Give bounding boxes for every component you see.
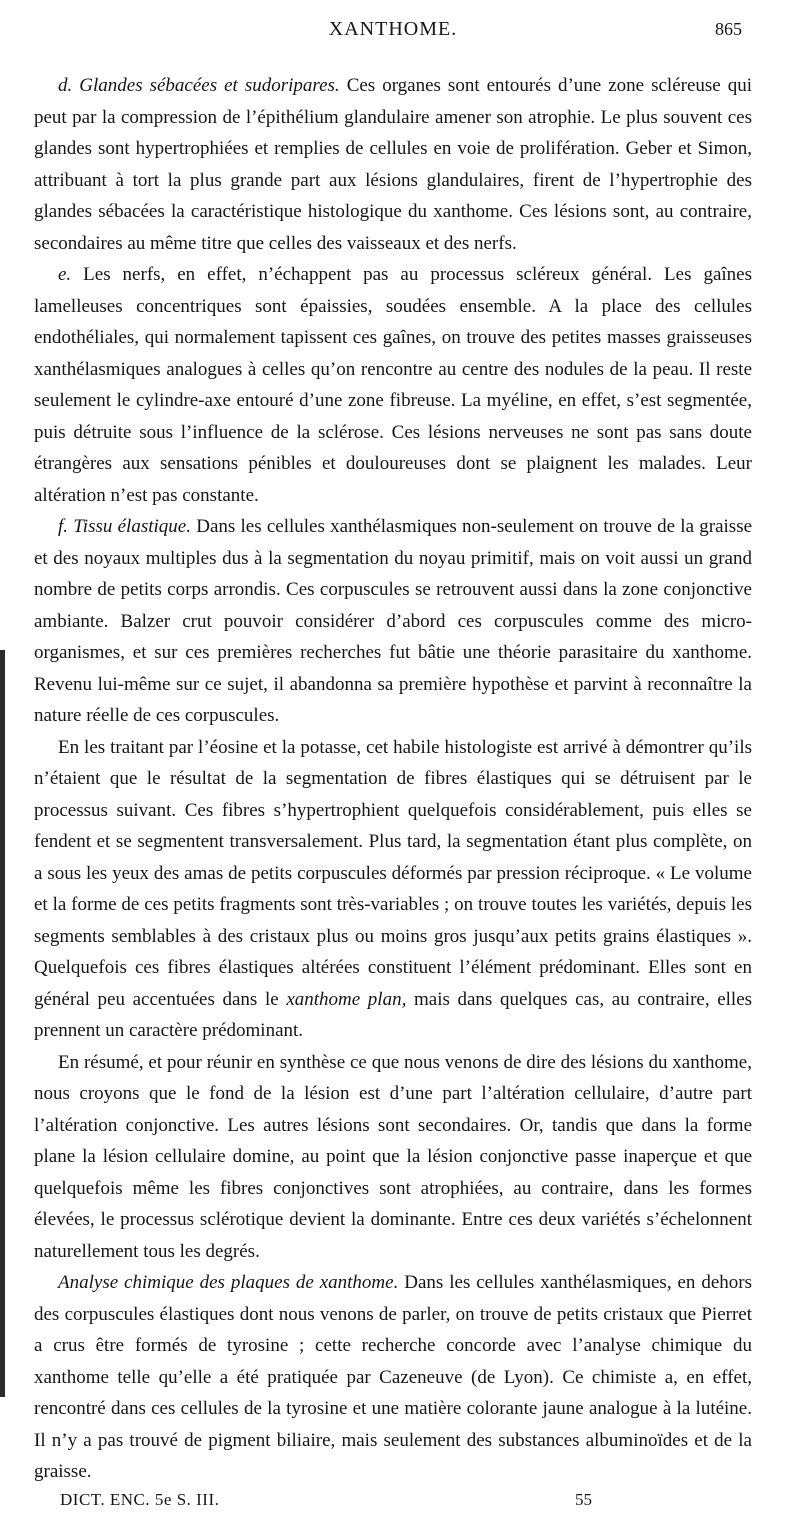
paragraph-text: Dans les cellules xanthélasmiques non-seulement on trouve de la graisse et des noyaux multiples dus à la segmentation du noyau primitif, mais on voit aussi un grand nombre de petits corps arrondis. Ces corpuscules se retrouvent aussi dans la zone conjonctive ambiante. Balzer crut pouvoir considérer d’abord ces corpuscules comme des micro-organismes, et sur ces premières recherches fut bâtie une théorie parasitaire du xanthome. Revenu lui-même sur ce sujet, il abandonna sa première hypothèse et parvint à reconnaître la nature réelle de ces corpuscules. bbox=[34, 516, 753, 726]
section-heading: Analyse chimique des plaques de xanthome. bbox=[58, 1272, 399, 1293]
section-lead: d. bbox=[58, 75, 73, 96]
italic-term: xanthome plan, bbox=[286, 988, 407, 1010]
paragraph-eosine bbox=[34, 732, 752, 1047]
section-heading: Glandes sébacées et sudoripares. bbox=[79, 75, 340, 96]
paragraph-tissu-elastique bbox=[34, 511, 752, 732]
page-footer bbox=[34, 1490, 752, 1520]
paragraph-text: Les nerfs, en effet, n’échappent pas au processus scléreux général. Les gaînes lamelleuses concentriques sont épaissies, soudées ensemble. A la place des cellules endothéliales, qui normalement tapissent ces gaînes, on trouve des petites masses graisseuses xanthélasmiques analogues à celles qu’on rencontre au centre des nodules de la peau. Il reste seulement le cylindre-axe entouré d’une zone fibreuse. La myéline, en effet, s’est segmentée, puis détruite sous l’influence de la sclérose. Ces lésions nerveuses ne sont pas sans doute étrangères aux sensations pénibles et douloureuses dont se plaignent les malades. Leur altération n’est pas constante. bbox=[34, 264, 752, 506]
paragraph-text: Ces organes sont entourés d’une zone scléreuse qui peut par la compression de l’épithélium glandulaire amener son atrophie. Le plus souvent ces glandes sont hypertrophiées et remplies de cellules en voie de prolifération. Geber et Simon, attribuant à tort la plus grande part aux lésions glandulaires, firent de l’hypertrophie des glandes sébacées la caractéristique histologique du xanthome. Ces lésions sont, au contraire, secondaires au même titre que celles des vaisseaux et des nerfs. bbox=[34, 75, 753, 254]
section-heading: Tissu élastique. bbox=[73, 516, 191, 537]
page-number: 865 bbox=[715, 19, 742, 39]
paragraph-nerfs bbox=[34, 259, 752, 511]
sheet-number: 55 bbox=[575, 1489, 592, 1509]
running-title: XANTHOME. bbox=[328, 18, 458, 40]
paragraph-glandes bbox=[34, 70, 752, 259]
page-edge-shadow bbox=[0, 650, 5, 1397]
paragraph-text-continued: mais dans quelques cas, au contraire, elles prennent un caractère prédominant. bbox=[34, 988, 753, 1041]
section-lead: f. bbox=[58, 516, 69, 537]
paragraph-analyse-chimique bbox=[34, 1267, 752, 1488]
paragraph-resume bbox=[34, 1047, 752, 1268]
section-lead: e. bbox=[58, 264, 72, 285]
article-body bbox=[34, 70, 752, 1488]
paragraph-text: En les traitant par l’éosine et la potasse, cet habile histologiste est arrivé à démontrer qu’ils n’étaient que le résultat de la segmentation de fibres élastiques qui se détruisent par le processus suivant. Ces fibres s’hypertrophient quelquefois considérablement, puis elles se fendent et se segmentent transversalement. Plus tard, la segmentation étant plus complète, on a sous les yeux des amas de petits corpuscules déformés par pression réciproque. « Le volume et la forme de ces petits fragments sont très-variables ; on trouve toutes les variétés, depuis les segments semblables à des cristaux plus ou moins gros jusqu’aux petits grains élastiques ». Quelquefois ces fibres élastiques altérées constituent l’élément prédominant. Elles sont en général peu accentuées dans le bbox=[34, 736, 752, 1010]
page-header bbox=[34, 18, 752, 42]
printer-signature: DICT. ENC. 5e S. III. bbox=[60, 1489, 220, 1509]
paragraph-text: Dans les cellules xanthélasmiques, en dehors des corpuscules élastiques dont nous venons de parler, on trouve de petits cristaux que Pierret a crus être formés de tyrosine ; cette recherche concorde avec l’analyse chimique du xanthome telle qu’elle a été pratiquée par Cazeneuve (de Lyon). Ce chimiste a, en effet, rencontré dans ces cellules de la tyrosine et une matière colorante jaune analogue à la lutéine. Il n’y a pas trouvé de pigment biliaire, mais seulement des substances albuminoïdes et de la graisse. bbox=[34, 1272, 752, 1482]
paragraph-text: En résumé, et pour réunir en synthèse ce que nous venons de dire des lésions du xanthome, nous croyons que le fond de la lésion est d’une part l’altération cellulaire, d’autre part l’altération conjonctive. Les autres lésions sont secondaires. Or, tandis que dans la forme plane la lésion cellulaire domine, au point que la lésion conjonctive passe inaperçue et que quelquefois même les fibres conjonctives sont atrophiées, au contraire, dans les formes élevées, le processus sclérotique devient la dominante. Entre ces deux variétés s’échelonnent naturellement tous les degrés. bbox=[34, 1051, 752, 1262]
